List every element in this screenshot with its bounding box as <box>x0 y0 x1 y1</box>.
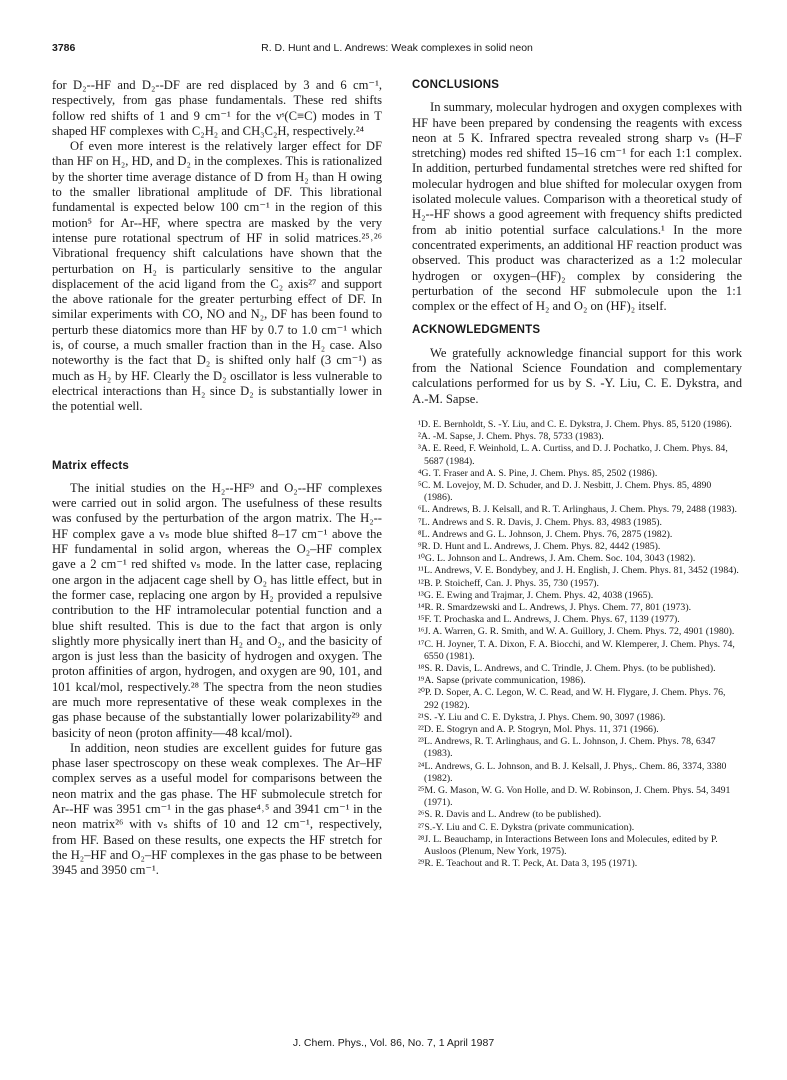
reference-list <box>412 419 742 871</box>
running-head: R. D. Hunt and L. Andrews: Weak complexes in solid neon <box>261 42 533 54</box>
right-column <box>412 78 742 870</box>
page-number: 3786 <box>52 42 76 54</box>
reference-item: ¹¹L. Andrews, V. E. Bondybey, and J. H. English, J. Chem. Phys. 81, 3452 (1984). <box>418 565 739 577</box>
reference-item: ¹³G. E. Ewing and Trajmar, J. Chem. Phys. 42, 4038 (1965). <box>418 589 654 601</box>
reference-item: ²⁹R. E. Teachout and R. T. Peck, At. Data 3, 195 (1971). <box>418 858 638 870</box>
reference-item: ⁷L. Andrews and S. R. Davis, J. Chem. Phys. 83, 4983 (1985). <box>418 516 662 528</box>
left-column <box>52 78 382 879</box>
reference-item: ¹D. E. Bernholdt, S. -Y. Liu, and C. E. Dykstra, J. Chem. Phys. 85, 5120 (1986). <box>418 418 732 430</box>
reference-item: ²⁵M. G. Mason, W. G. Von Holle, and D. W. Robinson, J. Chem. Phys. 54, 3491 (1971). <box>418 785 731 809</box>
reference-item: ⁵C. M. Lovejoy, M. D. Schuder, and D. J. Nesbitt, J. Chem. Phys. 85, 4890 (1986). <box>418 479 712 504</box>
reference-item: ⁹R. D. Hunt and L. Andrews, J. Chem. Phys. 82, 4442 (1985). <box>418 540 661 552</box>
reference-item: ¹⁰G. L. Johnson and L. Andrews, J. Am. Chem. Soc. 104, 3043 (1982). <box>418 553 696 565</box>
reference-item: ²⁷S.-Y. Liu and C. E. Dykstra (private communication). <box>418 821 635 833</box>
reference-item: ²⁸J. L. Beauchamp, in Interactions Between Ions and Molecules, edited by P. Ausloos (Plenum, New York, 1975). <box>418 833 718 858</box>
section-heading-conclusions: CONCLUSIONS <box>412 79 500 91</box>
reference-item: ¹⁴R. R. Smardzewski and L. Andrews, J. Phys. Chem. 77, 801 (1973). <box>418 601 692 613</box>
body-paragraph: The initial studies on the H₂--HF⁹ and O₂--HF complexes were carried out in solid argon. The usefulness of these results was confused by the perturbation of the argon matrix. The H₂--HF complex gave a νₛ mode blue shifted 8–17 cm⁻¹ above the HF fundamental in solid argon, whereas the O₂–HF complex gave a 2 cm⁻¹ red shifted νₛ mode. In the latter case, replacing one argon in the adjacent cage shell by O₂ has little effect, but in the former case, replacing one argon by H₂ provided a repulsive contribution to the HF intramolecular potential function and a blue shift resulted. This is due to the fact that argon is only slightly more physically inert than H₂ and O₂, and the basicity of argon is just less than the basicity of hydrogen and oxygen. The proton affinities of argon, hydrogen, and oxygen are 90, 101, and 101 kcal/mol, respectively.²⁸ The spectra from the neon studies are much more representative of these weak complexes in the gas phase because of the substantially lower polarizability²⁹ and basicity of neon (proton affinity—48 kcal/mol). <box>52 480 382 740</box>
reference-item: ²⁶S. R. Davis and L. Andrew (to be published). <box>418 809 602 821</box>
conclusions-paragraph: In summary, molecular hydrogen and oxygen complexes with HF have been prepared by condensing the reagents with excess neon at 5 K. Infrared spectra revealed strong sharp νₛ (H–F stretching) modes red shifted 15–16 cm⁻¹ for each 1:1 complex. In addition, perturbed fundamental stretches were red shifted for molecular hydrogen and blue shifted for molecular oxygen from isolated molecule values. Comparison with a theoretical study of H₂--HF shows a good agreement with frequency shifts predicted from ab initio potential surface calculations.¹ In the more concentrated experiments, an additional HF reaction product was observed. This product was characterized as a 1:2 molecular hydrogen or oxygen–(HF)₂ complex by considering the perturbation of the second HF submolecule upon the 1:1 complex or the effect of H₂ and O₂ on (HF)₂ itself. <box>412 100 742 314</box>
reference-item: ⁸L. Andrews and G. L. Johnson, J. Chem. Phys. 76, 2875 (1982). <box>418 528 673 540</box>
reference-item: ¹⁹A. Sapse (private communication, 1986). <box>418 675 586 687</box>
reference-item: ¹²B. P. Stoicheff, Can. J. Phys. 35, 730 (1957). <box>418 577 599 589</box>
body-paragraph: for D₂--HF and D₂--DF are red displaced by 3 and 6 cm⁻¹, respectively, from gas phase fundamentals. These red shifts follow red shifts of 1 and 9 cm⁻¹ for the νˢ(C≡C) modes in T shaped HF complexes with C₂H₂ and CH₃C₂H, respectively.²⁴ <box>52 78 382 138</box>
body-paragraph: In addition, neon studies are excellent guides for future gas phase laser spectroscopy on these weak complexes. The Ar–HF complex serves as a useful model for comparisons between the neon matrix and the gas phase. The HF submolecule stretch for Ar--HF was 3951 cm⁻¹ in the gas phase⁴˒⁵ and 3941 cm⁻¹ in the neon matrix²⁶ with νₛ shifts of 10 and 12 cm⁻¹, respectively, from HF. Based on these results, one expects the HF stretch for the H₂–HF and O₂–HF complexes in the gas phase to be between 3945 and 3950 cm⁻¹. <box>52 740 382 878</box>
reference-item: ³A. E. Reed, F. Weinhold, L. A. Curtiss, and D. J. Pochatko, J. Chem. Phys. 84, 5687 (1984). <box>418 443 728 467</box>
reference-item: ⁴G. T. Fraser and A. S. Pine, J. Chem. Phys. 85, 2502 (1986). <box>418 467 658 479</box>
reference-item: ²⁰P. D. Soper, A. C. Legon, W. C. Read, and W. H. Flygare, J. Chem. Phys. 76, 292 (1982). <box>418 687 726 711</box>
body-paragraph: Of even more interest is the relatively larger effect for DF than HF on H₂, HD, and D₂ in the complexes. This is rationalized by the shorter time average distance of D from H₂ than H owing to the smaller librational amplitude of DF. This librational fundamental is expected below 100 cm⁻¹ in the region of this motion⁵ for Ar--HF, where spectra are masked by the very intense pure rotational spectrum of HF in solid matrices.²⁵˒²⁶ Vibrational frequency shift calculations have shown that the perturbation on H₂ is particularly sensitive to the angular displacement of the acid ligand from the C₂ axis²⁷ and support the above rationale for the greater perturbing effect of DF. In similar experiments with CO, NO and N₂, DF has been found to perturb these diatomics more than HF by 0.7 to 1.0 cm⁻¹ which is, of course, a much smaller fraction than in the H₂ case. Also noteworthy is the fact that D₂ is shifted only half (3 cm⁻¹) as much as H₂ by HF. Clearly the D₂ oscillator is less vulnerable to electrical interactions than H₂ since D₂ is substantially lower in the potential well. <box>52 139 382 414</box>
reference-item: ⁶L. Andrews, B. J. Kelsall, and R. T. Arlinghaus, J. Chem. Phys. 79, 2488 (1983). <box>418 504 737 516</box>
reference-item: ¹⁶J. A. Warren, G. R. Smith, and W. A. Guillory, J. Chem. Phys. 72, 4901 (1980). <box>418 626 735 638</box>
reference-item: ¹⁷C. H. Joyner, T. A. Dixon, F. A. Biocchi, and W. Klemperer, J. Chem. Phys. 74, 6550 (1981). <box>418 638 735 662</box>
reference-item: ¹⁵F. T. Prochaska and L. Andrews, J. Chem. Phys. 67, 1139 (1977). <box>418 614 680 626</box>
reference-item: ²¹S. -Y. Liu and C. E. Dykstra, J. Phys. Chem. 90, 3097 (1986). <box>418 711 666 723</box>
acknowledgments-paragraph: We gratefully acknowledge financial support for this work from the National Science Foundation and complementary calculations performed for us by S. -Y. Liu, C. E. Dykstra, and A.-M. Sapse. <box>412 345 742 406</box>
reference-item: ²⁴L. Andrews, G. L. Johnson, and B. J. Kelsall, J. Phys,. Chem. 86, 3374, 3380 (1982). <box>418 760 727 784</box>
section-heading-acknowledgments: ACKNOWLEDGMENTS <box>412 324 541 337</box>
journal-footer: J. Chem. Phys., Vol. 86, No. 7, 1 April 1987 <box>292 1037 495 1049</box>
section-heading-matrix-effects: Matrix effects <box>52 459 129 472</box>
reference-item: ¹⁸S. R. Davis, L. Andrews, and C. Trindle, J. Chem. Phys. (to be published). <box>418 663 716 674</box>
page-header <box>52 42 742 58</box>
reference-item: ²²D. E. Stogryn and A. P. Stogryn, Mol. Phys. 11, 371 (1966). <box>418 724 659 736</box>
reference-item: ²A. -M. Sapse, J. Chem. Phys. 78, 5733 (1983). <box>418 431 604 443</box>
reference-item: ²³L. Andrews, R. T. Arlinghaus, and G. L. Johnson, J. Chem. Phys. 78, 6347 (1983). <box>418 736 716 760</box>
